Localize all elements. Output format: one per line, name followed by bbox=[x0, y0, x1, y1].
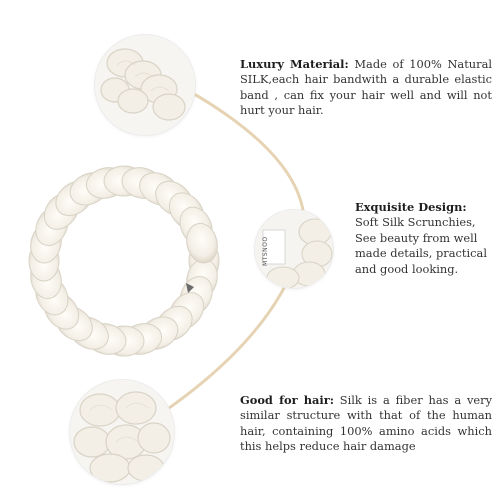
silk-scrunchie-image bbox=[18, 155, 230, 367]
feature-body: Made of 100% Natural SILK,each hair bandwith a durable elastic band , can fix your hair well and will not hurt your hair. bbox=[240, 57, 492, 118]
feature-luxury-material bbox=[240, 57, 492, 119]
hair-friendly-closeup-image bbox=[70, 380, 174, 484]
brand-tag-label: MTSNOO bbox=[262, 236, 269, 266]
material-closeup-image bbox=[95, 35, 195, 135]
feature-exquisite-design bbox=[355, 200, 490, 277]
feature-heading: Exquisite Design: bbox=[355, 200, 467, 214]
scrunchie-center bbox=[62, 199, 186, 323]
feature-body: Soft Silk Scrunchies, See beauty from well made details, practical and good looking. bbox=[355, 215, 487, 276]
feature-body: Silk is a fiber has a very similar structure with that of the human hair, containing 100% amino acids which this helps reduce hair damage bbox=[240, 393, 492, 454]
feature-heading: Good for hair: bbox=[240, 393, 334, 407]
feature-heading: Luxury Material: bbox=[240, 57, 349, 71]
feature-good-for-hair bbox=[240, 393, 492, 455]
